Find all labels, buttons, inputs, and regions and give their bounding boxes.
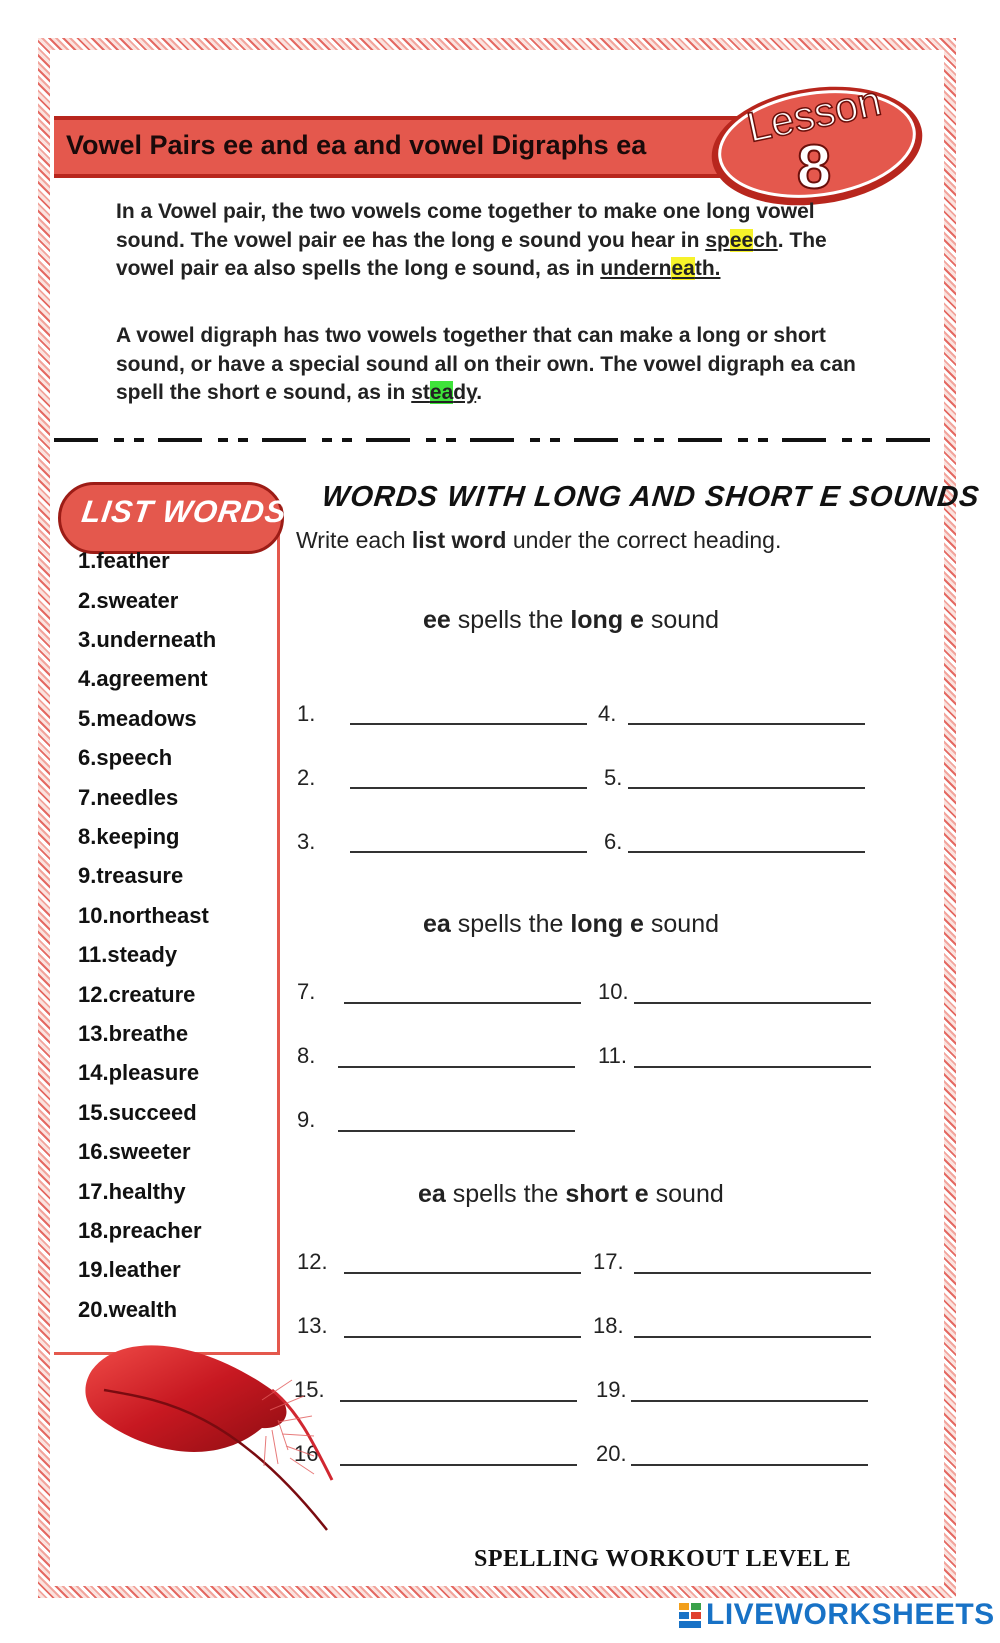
answer-number: 13. [297,1313,328,1338]
dashed-divider [54,438,944,442]
liveworksheets-brand [678,1598,995,1632]
red-feather-illustration [82,1330,352,1540]
answer-blank-15[interactable] [340,1400,577,1402]
list-item: 9.treasure [78,863,184,888]
liveworksheets-logo-icon [678,1601,702,1629]
list-item: 19.leather [78,1257,181,1282]
answer-number: 17. [593,1249,624,1274]
answer-blank-2[interactable] [350,787,587,789]
list-item: 7.needles [78,785,179,810]
instruction-text: Write each list word under the correct heading. [296,527,782,553]
list-item: 18.preacher [78,1218,202,1243]
answer-blank-7[interactable] [344,1002,581,1004]
answer-number: 1. [297,701,316,726]
answer-number: 6. [604,829,623,854]
list-item: 4.agreement [78,666,208,691]
list-item: 2.sweater [78,588,179,613]
answer-number: 4. [598,701,617,726]
answer-number: 9. [297,1107,316,1132]
answer-blank-10[interactable] [634,1002,871,1004]
list-item: 16.sweeter [78,1139,191,1164]
answer-number: 19. [596,1377,627,1402]
list-item: 15.succeed [78,1100,197,1125]
answer-number: 2. [297,765,316,790]
answer-number: 11. [598,1043,627,1068]
answer-blank-4[interactable] [628,723,865,725]
answer-number: 5. [604,765,623,790]
answer-number: 18. [593,1313,624,1338]
section-heading-ee-long: ee spells the long e sound [423,606,719,634]
section-heading-ea-short: ea spells the short e sound [418,1180,724,1208]
answer-blank-20[interactable] [631,1464,868,1466]
answer-blank-16[interactable] [340,1464,577,1466]
list-item: 5.meadows [78,706,197,731]
list-item: 17.healthy [78,1179,186,1204]
list-words-title: LIST WORDS [79,494,290,529]
answer-blank-17[interactable] [634,1272,871,1274]
list-item: 3.underneath [78,627,217,652]
brand-name: LIVEWORKSHEETS [706,1598,995,1631]
answer-number: 8. [297,1043,316,1068]
answer-blank-6[interactable] [628,851,865,853]
intro-paragraph-2: A vowel digraph has two vowels together that can make a long or short sound, or have a special sound all on their own. The vowel digraph ea can spell the short e sound, as in steady. [116,324,856,404]
answer-number: 3. [297,829,316,854]
list-item: 20.wealth [78,1297,178,1322]
answer-number: 12. [297,1249,328,1274]
list-item: 8.keeping [78,824,180,849]
intro-paragraph-1: In a Vowel pair, the two vowels come together to make one long vowel sound. The vowel pair ee has the long e sound you hear in speech. The vowel pair ea also spells the long e sound, as in underneath. [116,200,827,280]
answer-blank-9[interactable] [338,1130,575,1132]
page-title: Vowel Pairs ee and ea and vowel Digraphs ea [66,130,647,160]
answer-blank-8[interactable] [338,1066,575,1068]
list-item: 1.feather [78,548,170,573]
answer-number: 20. [596,1441,627,1466]
footer-text: SPELLING WORKOUT LEVEL E [474,1546,852,1572]
section-heading-ea-long: ea spells the long e sound [423,910,719,938]
answer-blank-19[interactable] [631,1400,868,1402]
activity-heading: WORDS WITH LONG AND SHORT E SOUNDS [320,481,982,513]
list-item: 10.northeast [78,903,209,928]
answer-number: 10. [598,979,629,1004]
answer-blank-5[interactable] [628,787,865,789]
list-item: 6.speech [78,745,173,770]
answer-number: 7. [297,979,316,1004]
answer-blank-3[interactable] [350,851,587,853]
lesson-word: Lesson [742,76,886,151]
answer-blank-12[interactable] [344,1272,581,1274]
answer-blank-11[interactable] [634,1066,871,1068]
answer-number: 15. [294,1377,325,1402]
lesson-number: 8 [796,133,832,202]
list-item: 13.breathe [78,1021,189,1046]
list-item: 12.creature [78,982,196,1007]
answer-blank-1[interactable] [350,723,587,725]
answer-blank-13[interactable] [344,1336,581,1338]
list-item: 14.pleasure [78,1060,200,1085]
list-item: 11.steady [78,942,178,967]
lesson-badge [706,76,928,212]
answer-blank-18[interactable] [634,1336,871,1338]
answer-number: 16. [294,1441,325,1466]
